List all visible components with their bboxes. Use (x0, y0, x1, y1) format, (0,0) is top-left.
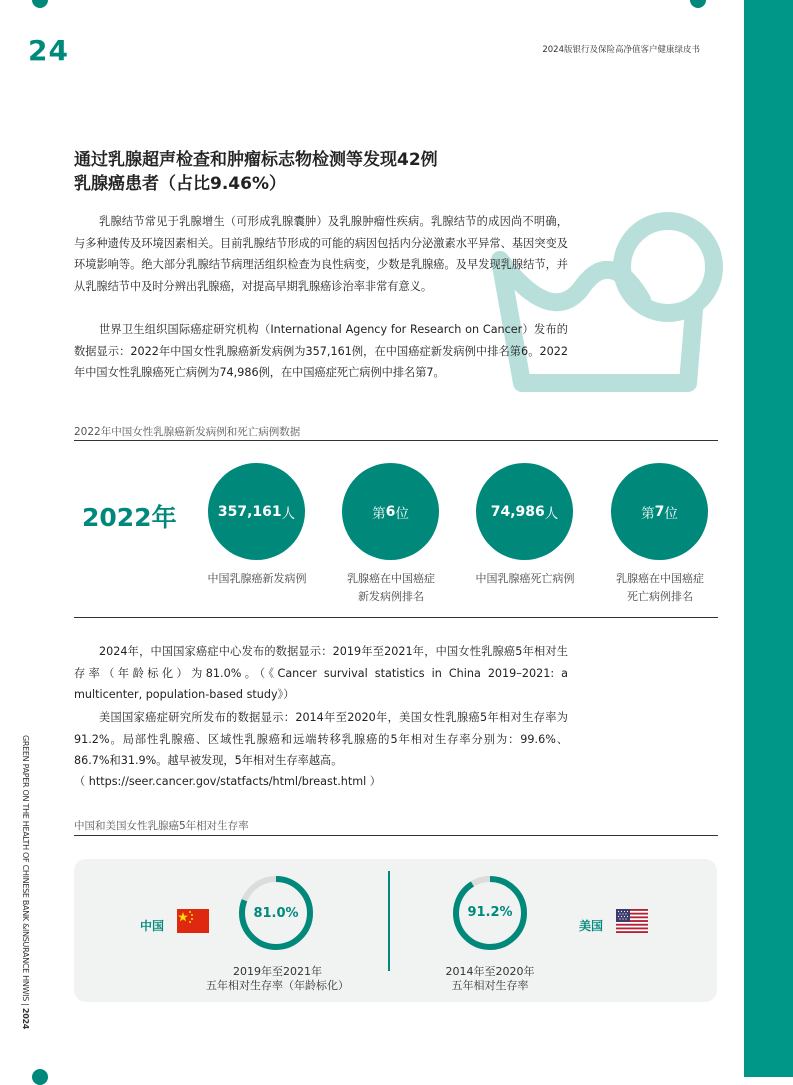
stat-unit: 人 (544, 505, 559, 522)
country-label-china: 中国 (140, 919, 165, 933)
stat-value: 7 (654, 503, 665, 520)
stat-unit: 位 (664, 505, 678, 522)
stat-label-line: 新发病例排名 (358, 590, 424, 603)
stats-section-title: 2022年中国女性乳腺癌新发病例和死亡病例数据 (74, 426, 301, 438)
stats-top-rule (74, 440, 718, 441)
headline-line-1: 通过乳腺超声检查和肿瘤标志物检测等发现42例 (74, 150, 438, 170)
stat-prefix: 第 (641, 505, 655, 522)
stat-value: 357,161 (217, 503, 282, 520)
compare-section-title: 中国和美国女性乳腺癌5年相对生存率 (74, 820, 249, 832)
top-left-dot (32, 0, 48, 8)
caption-line: 2014年至2020年 (445, 965, 535, 978)
side-year: 2024 (21, 1007, 30, 1029)
stat-label-death-rank (595, 570, 725, 606)
survival-caption-china (180, 965, 375, 993)
headline-line-2: 乳腺癌患者（占比9.46%） (74, 174, 286, 194)
compare-top-rule (74, 835, 718, 836)
stat-label-deaths (460, 570, 590, 588)
stat-prefix: 第 (372, 505, 386, 522)
caption-line: 五年相对生存率（年龄标化） (206, 979, 349, 992)
stat-label-line: 中国乳腺癌死亡病例 (475, 572, 575, 585)
stat-value: 6 (385, 503, 396, 520)
stat-label-line: 死亡病例排名 (627, 590, 693, 603)
intro-paragraph-1: 乳腺结节常见于乳腺增生（可形成乳腺囊肿）及乳腺肿瘤性疾病。乳腺结节的成因尚不明确，与多种遗传及环境因素相关。目前乳腺结节形成的可能的病因包括内分泌激素水平异常、基因突变及环境影响等。绝大部分乳腺结节病理活组织检查为良性病变，少数是乳腺癌。及早发现乳腺结节，并从乳腺结节中及时分辨出乳腺癌，对提高早期乳腺癌诊治率非常有意义。 (74, 215, 568, 293)
stats-bottom-rule (74, 617, 718, 618)
side-label: GREEN PAPER ON THE HEALTH OF CHINESE BANK &INSURANCE HNWIS (21, 735, 30, 1002)
survival-caption-usa (420, 965, 560, 993)
top-right-dot (690, 0, 706, 8)
right-accent-bar (744, 0, 793, 1077)
stat-label-new-cases (192, 570, 322, 588)
bottom-left-dot (32, 1069, 48, 1085)
stat-value: 74,986 (490, 503, 545, 520)
stat-label-line: 中国乳腺癌新发病例 (207, 572, 307, 585)
stat-label-line: 乳腺癌在中国癌症 (616, 572, 704, 585)
stat-circle-new-rank (342, 463, 439, 560)
survival-paragraph-2: 美国国家癌症研究所发布的数据显示：2014年至2020年，美国女性乳腺癌5年相对生存率为91.2%。局部性乳腺癌、区域性乳腺癌和远端转移乳腺癌的5年相对生存率分别为：99.6%、86.7%和31.9%。越早被发现，5年相对生存率越高。 (74, 711, 568, 767)
survival-value-china: 81.0% (253, 906, 299, 921)
country-label-usa: 美国 (579, 919, 604, 933)
intro-paragraph-2: 世界卫生组织国际癌症研究机构（International Agency for Research on Cancer）发布的数据显示：2022年中国女性乳腺癌新发病例为357,161例，在中国癌症新发病例中排名第6。2022年中国女性乳腺癌死亡病例为74,986例，在中国癌症死亡病例中排名第7。 (74, 323, 568, 379)
stat-circle-death-rank (611, 463, 708, 560)
stat-label-new-rank (326, 570, 456, 606)
page-number: 24 (28, 34, 69, 67)
header-title: 2024版银行及保险高净值客户健康绿皮书 (542, 45, 700, 55)
caption-line: 五年相对生存率 (451, 979, 529, 992)
survival-paragraph-1: 2024年，中国国家癌症中心发布的数据显示：2019年至2021年，中国女性乳腺癌5年相对生存率（年龄标化）为81.0%。（《Cancer survival statistics in China 2019–2021: a multicenter, population-based study》） (74, 645, 568, 701)
stat-unit: 人 (281, 505, 296, 522)
compare-divider (388, 871, 390, 971)
survival-source-link[interactable]: （ https://seer.cancer.gov/statfacts/html/breast.html ） (74, 775, 381, 788)
headline (74, 148, 554, 196)
caption-line: 2019年至2021年 (233, 965, 322, 978)
stats-year: 2022年 (82, 503, 177, 532)
usa-flag-icon (616, 909, 648, 933)
side-vertical-text: GREEN PAPER ON THE HEALTH OF CHINESE BANK &INSURANCE HNWIS | 2024 (21, 735, 30, 1029)
stat-unit: 位 (395, 505, 409, 522)
stat-label-line: 乳腺癌在中国癌症 (347, 572, 435, 585)
survival-value-usa: 91.2% (467, 905, 513, 920)
china-flag-icon (177, 909, 209, 933)
stat-circle-deaths (476, 463, 573, 560)
stat-circle-new-cases (208, 463, 305, 560)
